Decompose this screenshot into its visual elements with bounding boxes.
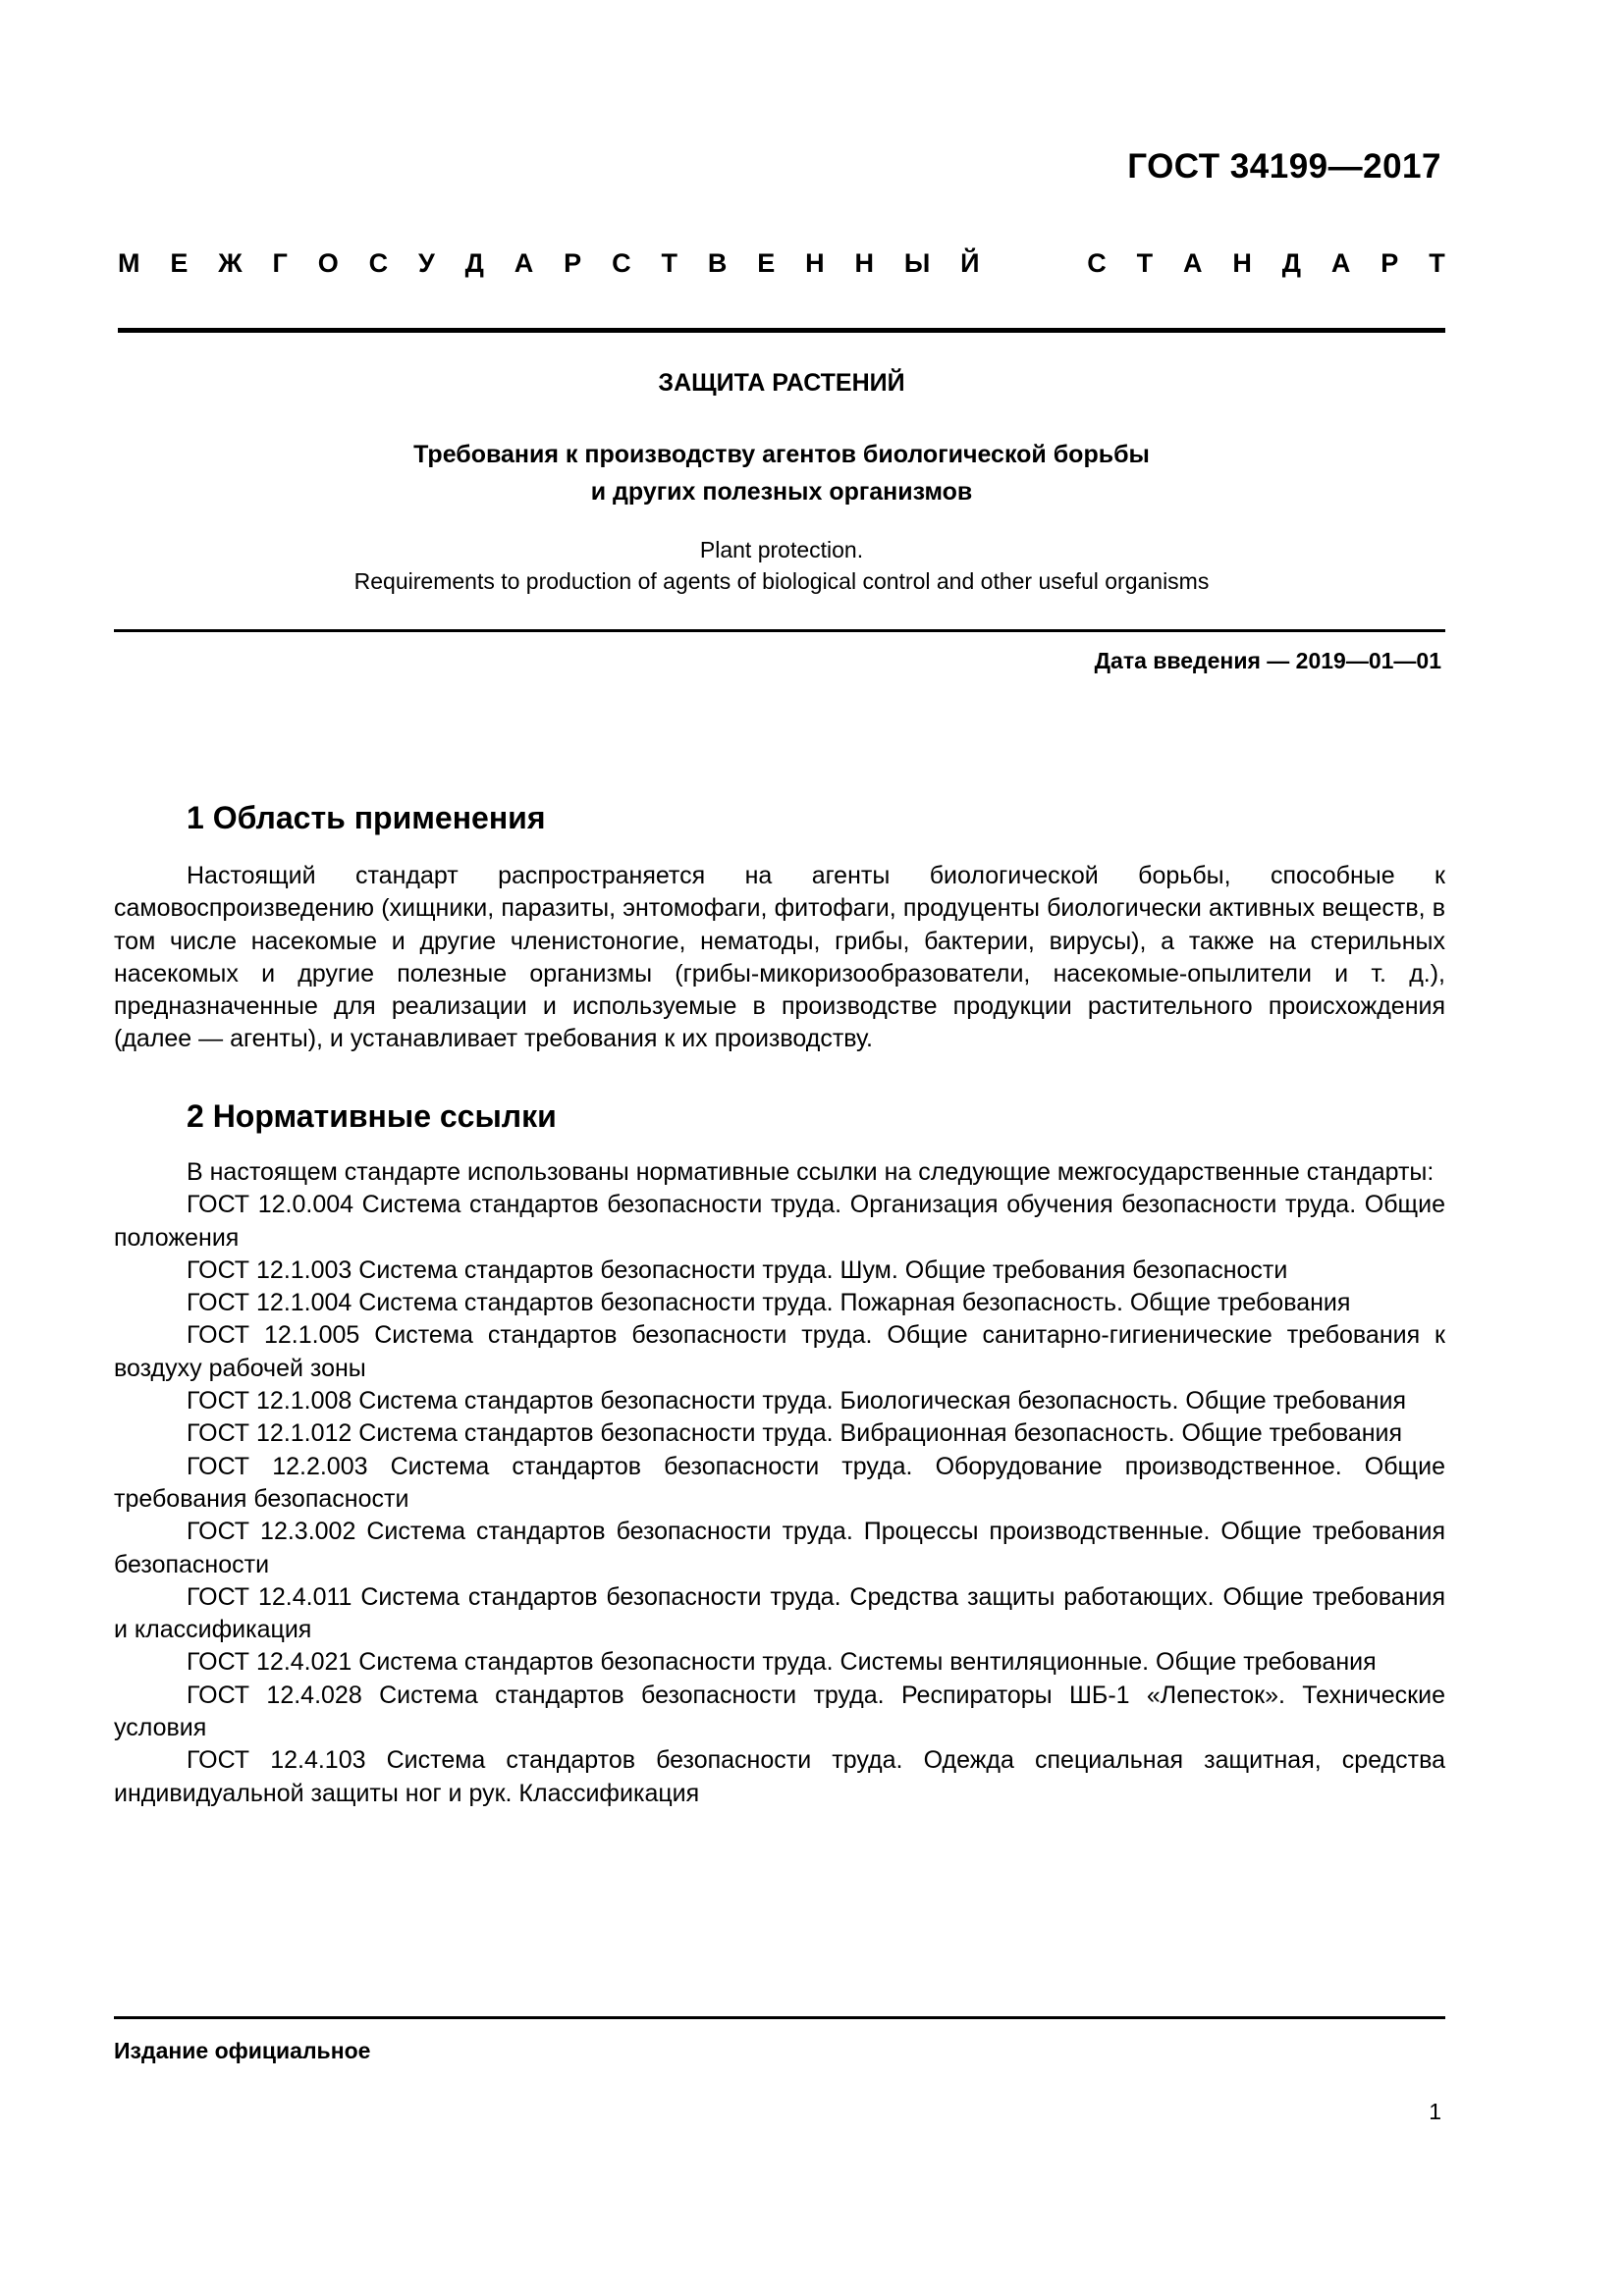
reference-item: ГОСТ 12.1.008 Система стандартов безопасности труда. Биологическая безопасность. Общие требования (187, 1387, 1406, 1415)
standard-type-letter: Й (960, 248, 980, 278)
standard-type-letter: М (118, 248, 140, 278)
introduction-date: Дата введения — 2019—01—01 (1094, 648, 1441, 673)
reference-item: ГОСТ 12.4.028 Система стандартов безопасности труда. Респираторы ШБ-1 «Лепесток». Технические условия (114, 1681, 1445, 1742)
english-title-line-1: Plant protection. (699, 537, 864, 562)
section-2-intro: В настоящем стандарте использованы нормативные ссылки на следующие межгосударственные стандарты: (187, 1158, 1435, 1186)
subtitle-line-2: и других полезных организмов (590, 478, 973, 506)
standard-type-letter: Т (1429, 248, 1445, 278)
standard-type-letter: Т (1136, 248, 1154, 278)
standard-type-letter: Н (854, 248, 874, 278)
standard-type-letter: С (612, 248, 631, 278)
reference-item: ГОСТ 12.4.011 Система стандартов безопасности труда. Средства защиты работающих. Общие требования и классификация (114, 1582, 1445, 1644)
footer-divider (114, 2016, 1445, 2019)
section-2-body (114, 1156, 1445, 1810)
english-title (118, 534, 1445, 597)
standard-type-letter: А (514, 248, 534, 278)
standard-type-line (118, 248, 1445, 279)
english-title-line-2: Requirements to production of agents of biological control and other useful organisms (353, 568, 1210, 594)
reference-item: ГОСТ 12.1.003 Система стандартов безопасности труда. Шум. Общие требования безопасности (187, 1255, 1288, 1284)
reference-item: ГОСТ 12.1.012 Система стандартов безопасности труда. Вибрационная безопасность. Общие требования (187, 1419, 1403, 1448)
standard-type-letter: С (1087, 248, 1107, 278)
reference-item: ГОСТ 12.1.005 Система стандартов безопасности труда. Общие санитарно-гигиенические требования к воздуху рабочей зоны (114, 1321, 1445, 1382)
standard-type-letter: Н (805, 248, 825, 278)
section-1-body (114, 860, 1445, 1056)
standard-type-letter: Н (1232, 248, 1252, 278)
standard-number: ГОСТ 34199—2017 (1127, 147, 1441, 186)
reference-item: ГОСТ 12.3.002 Система стандартов безопасности труда. Процессы производственные. Общие требования безопасности (114, 1518, 1445, 1578)
header-divider (118, 328, 1445, 333)
standard-type-letter: Ы (903, 248, 931, 278)
title-divider (114, 629, 1445, 632)
reference-item: ГОСТ 12.1.004 Система стандартов безопасности труда. Пожарная безопасность. Общие требования (187, 1289, 1351, 1317)
page-number: 1 (1429, 2099, 1441, 2124)
document-subtitle (118, 436, 1445, 510)
standard-type-letter: Д (1281, 248, 1302, 278)
subtitle-line-1: Требования к производству агентов биологической борьбы (413, 441, 1150, 468)
reference-item: ГОСТ 12.4.021 Система стандартов безопасности труда. Системы вентиляционные. Общие требования (187, 1648, 1377, 1677)
standard-type-letter: Е (757, 248, 776, 278)
word-gap (1009, 248, 1056, 279)
section-2-heading: 2 Нормативные ссылки (187, 1098, 557, 1134)
section-1-paragraph: Настоящий стандарт распространяется на агенты биологической борьбы, способные к самовоспроизведению (хищники, паразиты, энтомофаги, фитофаги, продуценты биологически активных веществ, в том числе насекомые и другие членистоногие, нематоды, грибы, бактерии, вирусы), а также на стерильных насекомых и другие полезные организмы (грибы-микоризообразователи, насекомые-опылители и т. д.), предназначенные для реализации и используемые в производстве продукции растительного происхождения (далее — агенты), и устанавливает требования к их производству. (114, 862, 1445, 1053)
official-edition-label: Издание официальное (114, 2038, 371, 2063)
standard-type-letter: Ж (218, 248, 243, 278)
standard-type-letter: В (707, 248, 728, 278)
reference-item: ГОСТ 12.0.004 Система стандартов безопасности труда. Организация обучения безопасности труда. Общие положения (114, 1191, 1445, 1252)
standard-type-letter: Д (464, 248, 484, 278)
standard-type-letter: Р (1380, 248, 1399, 278)
reference-item: ГОСТ 12.4.103 Система стандартов безопасности труда. Одежда специальная защитная, средства индивидуальной защиты ног и рук. Классификация (114, 1746, 1445, 1807)
standard-type-letter: А (1183, 248, 1203, 278)
document-title: ЗАЩИТА РАСТЕНИЙ (658, 369, 905, 397)
standard-type-letter: Г (272, 248, 288, 278)
standard-type-letter: О (317, 248, 339, 278)
standard-type-letter: У (418, 248, 435, 278)
reference-item: ГОСТ 12.2.003 Система стандартов безопасности труда. Оборудование производственное. Общие требования безопасности (114, 1452, 1445, 1513)
standard-type-letter: С (368, 248, 389, 278)
standard-type-letter: Т (661, 248, 677, 278)
standard-type-letter: А (1330, 248, 1351, 278)
standard-type-letter: Р (564, 248, 582, 278)
standard-type-letter: Е (170, 248, 189, 278)
section-1-heading: 1 Область применения (187, 800, 546, 835)
